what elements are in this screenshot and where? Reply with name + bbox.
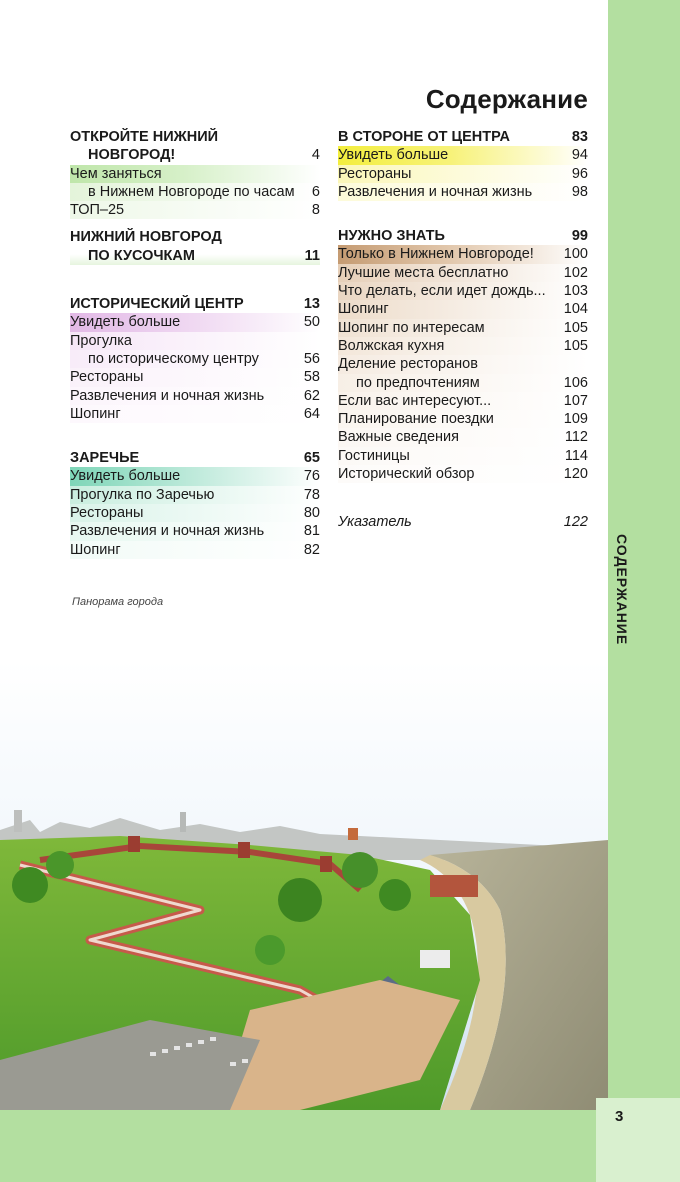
toc-page: 96: [571, 165, 588, 182]
toc-page: 94: [571, 147, 588, 164]
toc-entry[interactable]: [338, 319, 588, 337]
toc-section-historic-center: [70, 295, 320, 423]
toc-entry-label: Указатель: [338, 514, 412, 531]
toc-heading[interactable]: [338, 128, 588, 146]
toc-heading-cont[interactable]: [70, 146, 320, 164]
toc-page: 58: [303, 369, 320, 386]
toc-entry[interactable]: [338, 355, 588, 373]
toc-entry[interactable]: [338, 146, 588, 164]
toc-entry-label: Чем заняться: [70, 165, 162, 182]
toc-entry[interactable]: [70, 467, 320, 485]
toc-section-by-pieces: [70, 228, 320, 265]
toc-entry-label: Прогулка по Заречью: [70, 486, 215, 503]
toc-heading-label: НИЖНИЙ НОВГОРОД: [70, 229, 222, 246]
toc-entry[interactable]: [338, 374, 588, 392]
toc-heading[interactable]: [70, 128, 320, 146]
toc-page: 56: [303, 350, 320, 367]
toc-entry-label: по историческому центру: [88, 350, 259, 367]
toc-entry-label: Шопинг: [70, 405, 121, 422]
toc-page: 4: [311, 147, 320, 164]
toc-entry[interactable]: [338, 165, 588, 183]
toc-entry-label: в Нижнем Новгороде по часам: [88, 183, 295, 200]
toc-page: 65: [303, 450, 320, 467]
toc-heading[interactable]: [70, 228, 320, 246]
toc-entry[interactable]: [70, 201, 320, 219]
toc-entry[interactable]: [70, 504, 320, 522]
toc-page: 8: [311, 202, 320, 219]
toc-entry-label: Прогулка: [70, 332, 132, 349]
toc-page: 106: [563, 374, 588, 391]
toc-entry-label: по предпочтениям: [356, 374, 480, 391]
toc-page: 82: [303, 541, 320, 558]
toc-heading-cont[interactable]: [70, 247, 320, 265]
toc-heading-label: НУЖНО ЗНАТЬ: [338, 228, 445, 245]
page-number-box: [596, 1098, 680, 1182]
toc-entry[interactable]: [338, 447, 588, 465]
toc-page: 50: [303, 314, 320, 331]
toc-page: 103: [563, 283, 588, 300]
toc-entry[interactable]: [70, 368, 320, 386]
toc-page: 107: [563, 392, 588, 409]
toc-page: 109: [563, 411, 588, 428]
toc-page: 13: [303, 296, 320, 313]
toc-entry-label: Важные сведения: [338, 429, 459, 446]
toc-page: 100: [563, 246, 588, 263]
toc-heading[interactable]: [338, 227, 588, 245]
toc-entry-label: Исторический обзор: [338, 466, 475, 483]
toc-entry-label: Развлечения и ночная жизнь: [70, 387, 265, 404]
toc-page: 64: [303, 405, 320, 422]
toc-entry-label: Гостиницы: [338, 447, 410, 464]
toc-page: 120: [563, 466, 588, 483]
toc-entry-label: Если вас интересуют...: [338, 392, 492, 409]
toc-entry-label: Рестораны: [338, 165, 412, 182]
toc-entry[interactable]: [338, 300, 588, 318]
toc-entry[interactable]: [338, 183, 588, 201]
toc-page: 102: [563, 264, 588, 281]
toc-entry[interactable]: [338, 337, 588, 355]
toc-entry-label: Только в Нижнем Новгороде!: [338, 246, 534, 263]
toc-entry-label: Шопинг по интересам: [338, 319, 485, 336]
toc-section-need-to-know: [338, 227, 588, 483]
toc-entry[interactable]: [338, 465, 588, 483]
footer-band: [0, 1110, 680, 1182]
toc-page: 80: [303, 505, 320, 522]
photo-caption: Панорама города: [72, 596, 164, 608]
toc-entry[interactable]: [338, 282, 588, 300]
toc-entry-label: Рестораны: [70, 369, 144, 386]
aerial-city-panorama-image: [0, 660, 608, 1110]
toc-entry[interactable]: [70, 387, 320, 405]
toc-page: 81: [303, 523, 320, 540]
toc-entry-label: Что делать, если идет дождь...: [338, 283, 546, 300]
toc-entry-label: Развлечения и ночная жизнь: [338, 183, 533, 200]
toc-entry-label: Деление ресторанов: [338, 356, 478, 373]
toc-entry[interactable]: [338, 410, 588, 428]
toc-left-column: [70, 128, 320, 559]
side-section-label: СОДЕРЖАНИЕ: [614, 534, 630, 646]
toc-entry[interactable]: [338, 392, 588, 410]
toc-right-column: [338, 128, 588, 532]
toc-entry-label: Шопинг: [70, 541, 121, 558]
toc-entry[interactable]: [338, 245, 588, 263]
toc-entry[interactable]: [70, 332, 320, 350]
toc-entry-label: Рестораны: [70, 505, 144, 522]
page-number: 3: [615, 1108, 624, 1125]
toc-page: 99: [571, 228, 588, 245]
toc-entry[interactable]: [338, 264, 588, 282]
toc-entry[interactable]: [70, 541, 320, 559]
toc-heading-label: ОТКРОЙТЕ НИЖНИЙ: [70, 129, 219, 145]
toc-entry[interactable]: [70, 183, 320, 201]
toc-page: 83: [571, 129, 588, 145]
toc-page: 114: [564, 447, 588, 464]
toc-entry-label: Развлечения и ночная жизнь: [70, 523, 265, 540]
toc-page: 62: [303, 387, 320, 404]
toc-heading-label: ИСТОРИЧЕСКИЙ ЦЕНТР: [70, 296, 244, 313]
toc-entry-label: Увидеть больше: [70, 314, 181, 331]
page-title: Содержание: [425, 84, 588, 114]
toc-heading[interactable]: [70, 295, 320, 313]
toc-section-zarechye: [70, 449, 320, 559]
toc-heading-label: ЗАРЕЧЬЕ: [70, 450, 140, 467]
toc-entry-label: Увидеть больше: [338, 147, 449, 164]
toc-page: 76: [303, 468, 320, 485]
toc-entry[interactable]: [70, 350, 320, 368]
toc-section-outside-center: [338, 128, 588, 201]
toc-entry-label: Волжская кухня: [338, 337, 445, 354]
toc-page: 98: [571, 183, 588, 200]
toc-page: 104: [563, 301, 588, 318]
toc-entry[interactable]: [70, 486, 320, 504]
toc-entry[interactable]: [70, 313, 320, 331]
toc-page: 105: [563, 337, 588, 354]
toc-entry[interactable]: [338, 428, 588, 446]
toc-entry[interactable]: [70, 522, 320, 540]
toc-entry[interactable]: [70, 165, 320, 183]
toc-entry-label: Увидеть больше: [70, 468, 181, 485]
toc-entry[interactable]: [70, 405, 320, 423]
toc-entry-label: Шопинг: [338, 301, 389, 318]
toc-entry-label: ТОП–25: [70, 202, 125, 219]
toc-entry-label: Планирование поездки: [338, 411, 494, 428]
toc-heading-label: НОВГОРОД!: [88, 147, 176, 164]
toc-page: 6: [311, 183, 320, 200]
toc-index-entry[interactable]: [338, 513, 588, 531]
toc-heading-label: ПО КУСОЧКАМ: [88, 247, 195, 264]
toc-heading-label: В СТОРОНЕ ОТ ЦЕНТРА: [338, 129, 510, 145]
toc-page: 78: [303, 486, 320, 503]
toc-section-open-city: [70, 128, 320, 219]
toc-page: 11: [304, 247, 320, 264]
toc-page: 105: [563, 319, 588, 336]
toc-page: 122: [563, 514, 588, 531]
toc-entry-label: Лучшие места бесплатно: [338, 264, 509, 281]
toc-page: 112: [564, 429, 588, 446]
toc-heading[interactable]: [70, 449, 320, 467]
